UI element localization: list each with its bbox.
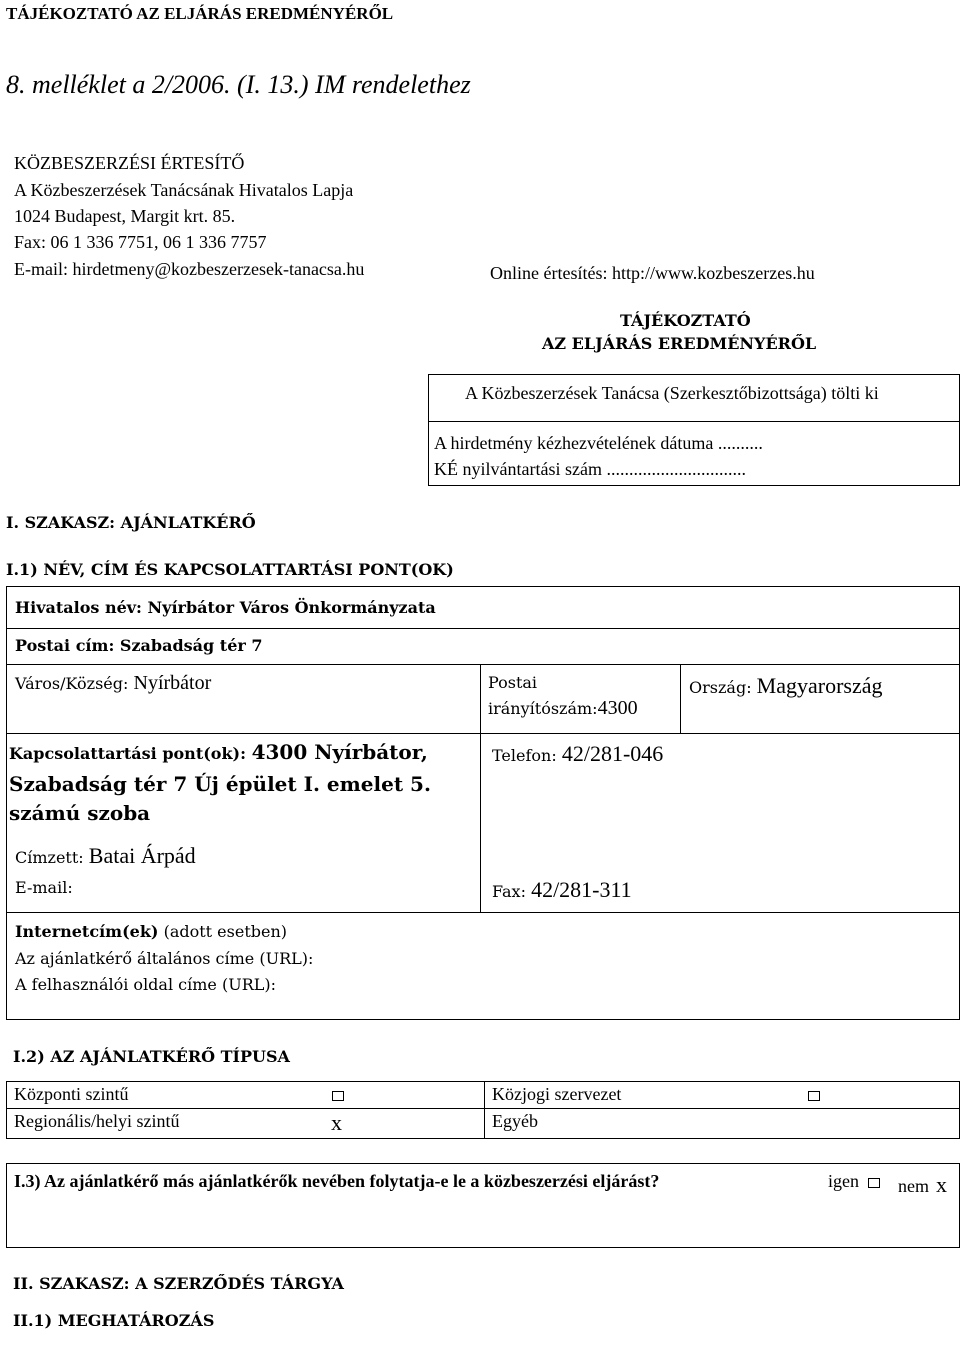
type-public-law-label: Közjogi szervezet (492, 1084, 622, 1104)
city-cell (15, 672, 211, 695)
answer-no-mark[interactable]: x (936, 1172, 947, 1197)
contact-point-label: Kapcsolattartási pont(ok): (9, 744, 252, 763)
phone-value: 42/281-046 (561, 741, 664, 766)
type-central-label: Központi szintű (14, 1084, 129, 1104)
city-label: Város/Község: (15, 674, 134, 693)
contact-point-value-1: 4300 Nyírbátor, (251, 740, 428, 764)
contact-point-value-3: számú szoba (9, 801, 151, 825)
fax-value: 42/281-311 (531, 877, 632, 902)
publisher-subtitle: A Közbeszerzések Tanácsának Hivatalos Lapja (14, 180, 354, 200)
office-box-header: A Közbeszerzések Tanácsa (Szerkesztőbizottsága) tölti ki (465, 383, 879, 403)
column-divider (680, 664, 681, 733)
official-name: Hivatalos név: Nyírbátor Város Önkormányzata (15, 598, 436, 617)
country-label: Ország: (689, 678, 757, 697)
row-divider (6, 628, 960, 629)
section1-title: I. SZAKASZ: AJÁNLATKÉRŐ (6, 513, 256, 532)
notice-title-1: TÁJÉKOZTATÓ (620, 311, 751, 330)
publisher-fax: Fax: 06 1 336 7751, 06 1 336 7757 (14, 232, 267, 252)
postcode-cell (488, 697, 638, 720)
postcode-label-1: Postai (488, 673, 538, 692)
publisher-online: Online értesítés: http://www.kozbeszerzes.hu (490, 263, 815, 283)
received-date-field: A hirdetmény kézhezvételének dátuma .......... (434, 433, 763, 453)
fax-cell (492, 877, 632, 903)
country-value: Magyarország (756, 673, 883, 698)
buyer-profile-url: A felhasználói oldal címe (URL): (15, 975, 276, 994)
addressee-cell (15, 843, 196, 869)
section1-1-title: I.1) NÉV, CÍM ÉS KAPCSOLATTARTÁSI PONT(OK) (6, 560, 454, 579)
type-regional-label: Regionális/helyi szintű (14, 1111, 180, 1131)
type-central-checkbox[interactable] (332, 1091, 344, 1101)
notice-title-2: AZ ELJÁRÁS EREDMÉNYÉRŐL (542, 334, 817, 353)
row-divider (6, 912, 960, 913)
row-divider (6, 664, 960, 665)
row-divider (6, 1108, 960, 1109)
section1-3-question-text: I.3) Az ajánlatkérő más ajánlatkérők nevében folytatja-e le a közbeszerzési eljárást? (14, 1171, 660, 1191)
internet-label: Internetcím(ek) (15, 922, 159, 941)
type-regional-mark[interactable]: x (331, 1110, 342, 1135)
annex-reference: 8. melléklet a 2/2006. (I. 13.) IM rendelethez (6, 70, 471, 99)
section2-1-title: II.1) MEGHATÁROZÁS (13, 1311, 215, 1330)
publisher-email: E-mail: hirdetmeny@kozbeszerzesek-tanacsa.hu (14, 259, 365, 279)
addressee-label: Címzett: (15, 848, 89, 867)
top-title: TÁJÉKOZTATÓ AZ ELJÁRÁS EREDMÉNYÉRŐL (6, 4, 394, 23)
city-value: Nyírbátor (133, 672, 212, 694)
email-label: E-mail: (15, 878, 73, 897)
internet-cell (15, 922, 287, 941)
row-divider (6, 733, 960, 734)
column-divider (480, 664, 481, 912)
general-url: Az ajánlatkérő általános címe (URL): (15, 949, 314, 968)
column-divider (484, 1081, 485, 1139)
publisher-address: 1024 Budapest, Margit krt. 85. (14, 206, 236, 226)
section1-2-title: I.2) AZ AJÁNLATKÉRŐ TÍPUSA (13, 1047, 290, 1066)
contact-point-cell (9, 740, 428, 764)
office-box-divider (428, 421, 960, 422)
postal-address: Postai cím: Szabadság tér 7 (15, 636, 263, 655)
answer-yes-checkbox[interactable] (868, 1178, 880, 1188)
addressee-value: Batai Árpád (88, 843, 196, 868)
postcode-label-2: irányítószám: (488, 699, 598, 718)
answer-no-label: nem (898, 1176, 929, 1196)
registration-number-field: KÉ nyilvántartási szám ............................... (434, 459, 746, 479)
type-other-label: Egyéb (492, 1111, 538, 1131)
type-public-law-checkbox[interactable] (808, 1091, 820, 1101)
publisher-name: KÖZBESZERZÉSI ÉRTESÍTŐ (14, 153, 245, 173)
country-cell (689, 673, 883, 699)
answer-yes-label: igen (828, 1171, 859, 1191)
internet-note: (adott esetben) (158, 922, 288, 941)
section2-title: II. SZAKASZ: A SZERZŐDÉS TÁRGYA (13, 1274, 344, 1293)
phone-label: Telefon: (492, 746, 562, 765)
contact-point-value-2: Szabadság tér 7 Új épület I. emelet 5. (9, 772, 431, 796)
phone-cell (492, 741, 663, 767)
fax-label: Fax: (492, 882, 532, 901)
section1-3-question (14, 1171, 659, 1192)
postcode-value: 4300 (597, 697, 638, 719)
